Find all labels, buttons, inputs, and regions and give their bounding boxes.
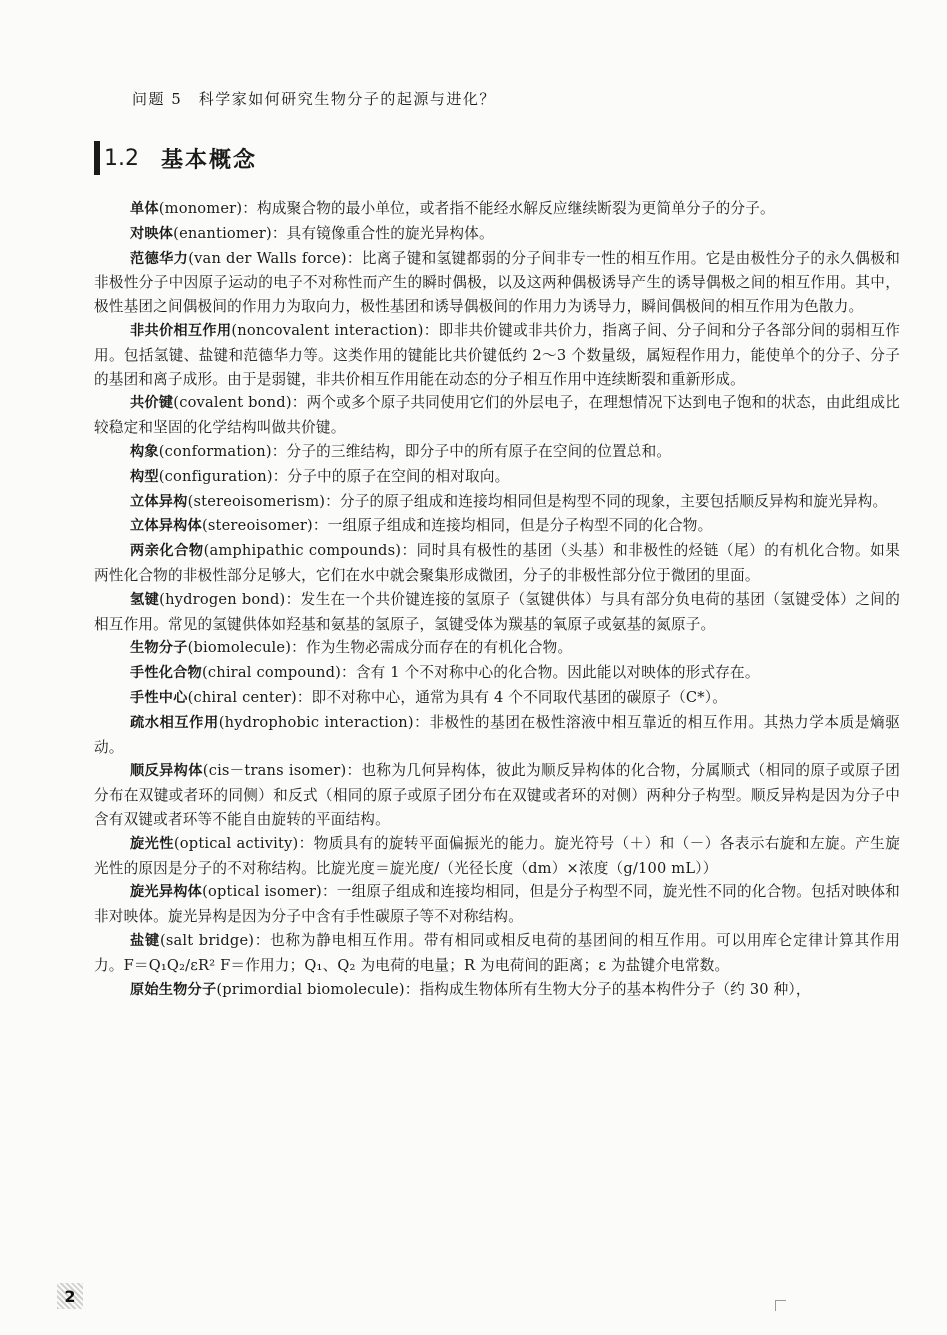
definition-list bbox=[94, 197, 900, 1002]
definition-text: (conformation)：分子的三维结构，即分子中的所有原子在空间的位置总和。 bbox=[158, 442, 672, 460]
definition-text: (stereoisomerism)：分子的原子组成和连接均相同但是构型不同的现象，主要包括顺反异构和旋光异构。 bbox=[187, 492, 888, 510]
definition-optical-activity bbox=[94, 832, 900, 881]
definition-text: (van der Walls force)：比离子键和氢键都弱的分子间非专一性的相互作用。它是由极性分子的永久偶极和非极性分子中因原子运动的电子不对称性而产生的瞬时偶极，以及这两种偶极诱导产生的诱导偶极之间的相互作用。其中，极性基团之间偶极间的作用力为取向力，极性基团和诱导偶极间的作用力为诱导力，瞬间偶极间的相互作用为色散力。 bbox=[94, 249, 900, 316]
definition-text: (hydrogen bond)：发生在一个共价键连接的氢原子（氢键供体）与具有部分负电荷的基团（氢键受体）之间的相互作用。常见的氢键供体如羟基和氨基的氢原子，氢键受体为羰基的氧原子或氨基的氮原子。 bbox=[94, 590, 900, 633]
definition-enantiomer bbox=[94, 222, 900, 247]
term: 范德华力 bbox=[130, 250, 189, 267]
definition-text: (biomolecule)：作为生物必需成分而存在的有机化合物。 bbox=[187, 639, 573, 657]
definition-text: (optical activity)：物质具有的旋转平面偏振光的能力。旋光符号（＋）和（－）各表示右旋和左旋。产生旋光性的原因是分子的不对称结构。比旋光度＝旋光度/（光径长度（dm）×浓度（g/100 mL）） bbox=[94, 834, 900, 877]
section-title: 基本概念 bbox=[161, 147, 258, 173]
definition-text: (configuration)：分子中的原子在空间的相对取向。 bbox=[158, 467, 510, 485]
term: 盐键 bbox=[130, 932, 160, 949]
term: 构象 bbox=[130, 443, 159, 460]
definition-optical-isomer bbox=[94, 880, 900, 929]
definition-text: (optical isomer)：一组原子组成和连接均相同，但是分子构型不同，旋光性不同的化合物。包括对映体和非对映体。旋光异构是因为分子中含有手性碳原子等不对称结构。 bbox=[94, 883, 900, 926]
definition-text: (hydrophobic interaction)：非极性的基团在极性溶液中相互靠近的相互作用。其热力学本质是熵驱动。 bbox=[94, 713, 900, 756]
section-bar bbox=[94, 141, 100, 175]
definition-salt-bridge bbox=[94, 929, 900, 978]
term: 立体异构 bbox=[130, 493, 188, 510]
definition-text: (primordial biomolecule)：指构成生物体所有生物大分子的基本构件分子（约 30 种）， bbox=[216, 980, 811, 998]
definition-chiral-center bbox=[94, 686, 900, 711]
definition-text: (amphipathic compounds)：同时具有极性的基团（头基）和非极性的烃链（尾）的有机化合物。如果两性化合物的非极性部分足够大，它们在水中就会聚集形成微团，分子的非极性部分位于微团的里面。 bbox=[94, 542, 900, 584]
definition-text: (stereoisomer)：一组原子组成和连接均相同，但是分子构型不同的化合物。 bbox=[201, 517, 713, 535]
definition-van-der-waals bbox=[94, 247, 900, 319]
definition-conformation bbox=[94, 440, 900, 465]
term: 非共价相互作用 bbox=[130, 322, 232, 339]
term: 生物分子 bbox=[130, 640, 188, 657]
definition-text: (chiral compound)：含有 1 个不对称中心的化合物。因此能以对映体的形式存在。 bbox=[201, 664, 760, 682]
definition-covalent-bond bbox=[94, 391, 900, 440]
definition-text: (noncovalent interaction)：即非共价键或非共价力，指离子间、分子间和分子各部分间的弱相互作用。包括氢键、盐键和范德华力等。这类作用的键能比共价键低约 2～3 个数量级，属短程作用力，能使单个的分子、分子的基团和离子成形。由于是弱键，非共价相互作用能在动态的分子相互作用中连续断裂和重新形成。 bbox=[94, 321, 900, 388]
term: 原始生物分子 bbox=[130, 981, 217, 998]
definition-primordial-biomolecule bbox=[94, 978, 900, 1003]
term: 对映体 bbox=[130, 225, 174, 242]
term: 疏水相互作用 bbox=[130, 714, 219, 731]
definition-hydrogen-bond bbox=[94, 588, 900, 637]
definition-stereoisomer bbox=[94, 514, 900, 539]
definition-noncovalent bbox=[94, 319, 900, 391]
section-number: 1.2 bbox=[104, 145, 139, 171]
definition-cis-trans bbox=[94, 759, 900, 831]
definition-stereoisomerism bbox=[94, 490, 900, 515]
term: 旋光性 bbox=[130, 835, 174, 852]
term: 两亲化合物 bbox=[130, 543, 204, 560]
page-number: 2 bbox=[57, 1283, 83, 1309]
definition-text: (covalent bond)：两个或多个原子共同使用它们的外层电子，在理想情况下达到电子饱和的状态，由此组成比较稳定和坚固的化学结构叫做共价键。 bbox=[94, 394, 900, 437]
section-heading bbox=[94, 140, 257, 176]
term: 构型 bbox=[130, 468, 159, 485]
definition-monomer bbox=[94, 197, 900, 222]
term: 共价键 bbox=[130, 395, 174, 412]
definition-text: (cis－trans isomer)：也称为几何异构体，彼此为顺反异构体的化合物，分属顺式（相同的原子或原子团分布在双键或者环的同侧）和反式（相同的原子或原子团分布在双键或者环的对侧）两种分子构型。顺反异构是因为分子中含有双键或者环等不能自由旋转的平面结构。 bbox=[94, 762, 900, 828]
definition-configuration bbox=[94, 465, 900, 490]
definition-biomolecule bbox=[94, 636, 900, 661]
term: 手性化合物 bbox=[130, 665, 202, 682]
definition-chiral-compound bbox=[94, 661, 900, 686]
term: 氢键 bbox=[130, 591, 160, 608]
definition-text: (enantiomer)：具有镜像重合性的旋光异构体。 bbox=[173, 224, 494, 242]
term: 单体 bbox=[130, 201, 159, 217]
question-heading: 问题 5 科学家如何研究生物分子的起源与进化？ bbox=[132, 90, 496, 108]
term: 旋光异构体 bbox=[130, 884, 203, 901]
term: 立体异构体 bbox=[130, 518, 202, 535]
term: 手性中心 bbox=[130, 689, 188, 706]
definition-text: (salt bridge)：也称为静电相互作用。带有相同或相反电荷的基团间的相互作用。可以用库仑定律计算其作用力。F＝Q₁Q₂/εR² F＝作用力；Q₁、Q₂ 为电荷的电量；R 为电荷间的距离；ε 为盐键介电常数。 bbox=[94, 931, 901, 974]
definition-hydrophobic bbox=[94, 711, 900, 760]
term: 顺反异构体 bbox=[130, 763, 203, 780]
definition-text: (chiral center)：即不对称中心，通常为具有 4 个不同取代基团的碳原子（C*）。 bbox=[187, 688, 728, 706]
definition-amphipathic bbox=[94, 539, 900, 588]
definition-text: (monomer)：构成聚合物的最小单位，或者指不能经水解反应继续断裂为更简单分子的分子。 bbox=[158, 200, 775, 217]
crop-mark bbox=[775, 1300, 786, 1311]
